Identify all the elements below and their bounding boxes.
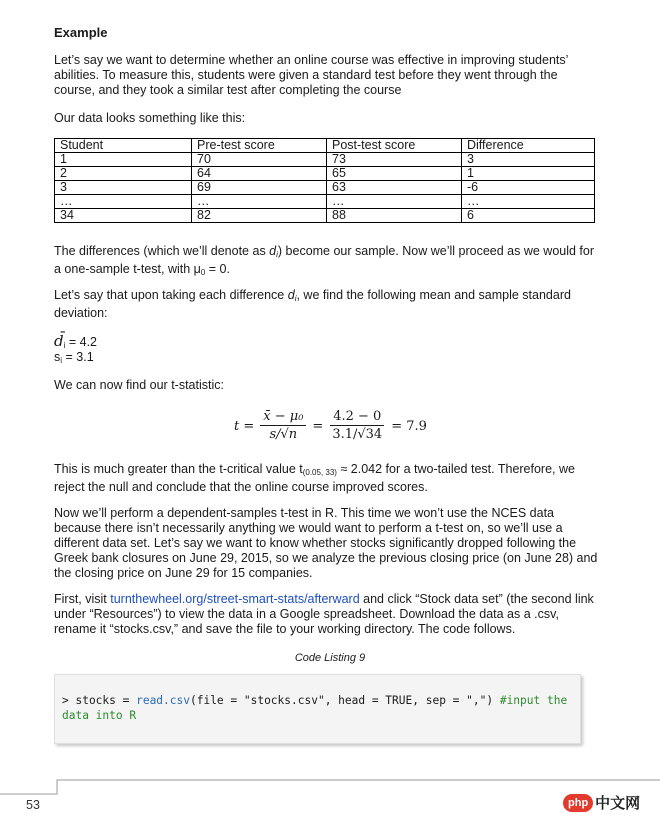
table-cell: … [327,195,462,209]
diff-text-c: = 0. [205,262,230,276]
table-cell: 70 [192,153,327,167]
table-cell: 1 [55,153,192,167]
mean-paragraph [54,288,599,321]
tstat-lead-text: We can now find our t-statistic: [54,378,224,392]
result-paragraph [54,462,599,495]
intro-paragraph: Let’s say we want to determine whether an online course was effective in improving students’ abilities. To measure this, students were given a standard test before they went through the course, and they took a similar test after completing the course [54,53,568,97]
table-cell: 88 [327,209,462,223]
site-watermark [563,793,640,813]
code-prompt: > stocks = [62,694,137,707]
table-cell: 82 [192,209,327,223]
mean-d: d [287,288,295,302]
code-line [62,693,572,723]
fraction-symbolic-num: x̄ − μ₀ [260,408,306,426]
code-block [54,674,581,744]
mean-text-a: Let’s say that upon taking each difference [54,288,288,302]
table-header-cell: Pre-test score [192,139,327,153]
visit-text-a: First, visit [54,592,111,606]
table-header-row [55,139,595,153]
sd-value: = 3.1 [62,350,94,364]
mean-symbol-sub: i [63,341,66,350]
mu-sub-0: 0 [200,268,206,277]
fraction-symbolic-den: s/√n [269,427,298,442]
table-row [55,167,595,181]
formula-eq: = [312,418,324,434]
formula-lhs: t = [234,418,255,434]
visit-paragraph [54,592,599,637]
data-table [54,138,595,223]
sd-stat [54,350,599,368]
table-header-cell: Post-test score [327,139,462,153]
fraction-numeric [329,408,385,444]
code-comment: #input the data into R [62,694,574,722]
diff-text-a: The differences (which we’ll denote as [54,244,270,258]
table-cell: 64 [192,167,327,181]
table-cell: -6 [462,181,595,195]
table-row [55,153,595,167]
table-header-cell: Student [55,139,192,153]
differences-paragraph [54,244,599,280]
mean-sub-i: i [294,294,297,303]
fraction-symbolic [260,408,306,444]
diff-text-b: ) become our sample. Now we’ll proceed as we would for a one-sample t-test, with μ [54,244,595,276]
code-listing-caption: Code Listing 9 [294,652,366,664]
formula-result: = 7.9 [391,418,427,434]
fraction-numeric-den: 3.1/√34 [332,427,383,442]
mean-text-b: , we find the following mean and sample standard deviation: [54,288,571,320]
mean-symbol: d̄ [54,332,64,350]
table-cell: … [462,195,595,209]
section-heading: Example [54,25,108,40]
table-cell: 34 [55,209,192,223]
table-row [55,181,595,195]
page-number: 53 [26,798,40,812]
data-lead-text: Our data looks something like this: [54,111,246,125]
table-cell: 2 [55,167,192,181]
sd-symbol-sub: i [60,356,63,365]
visit-text-b: and click “Stock data set” (the second link under “Resources”) to view the data in a Google spreadsheet. Download the data as a .csv, rename it “stocks.csv,” and save the file to your working directory. The code follows. [54,592,594,636]
sd-symbol: s [54,350,61,364]
watermark-badge: php [563,794,593,812]
fraction-numeric-num: 4.2 − 0 [330,408,384,426]
diff-d: d [269,244,277,258]
diff-sub-i: i [276,250,278,259]
r-intro-paragraph: Now we’ll perform a dependent-samples t-test in R. This time we won’t use the NCES data because there isn’t necessarily anything we would want to perform a t-test on, so we’ll use a different data set. Let’s say we want to know whether stocks significantly dropped following the Greek bank closures on June 29, 2015, so we analyze the previous closing price (on June 28) and the closing price on June 29 for 15 companies. [54,506,598,580]
footer-rule [0,778,660,779]
table-cell: … [55,195,192,209]
resource-link[interactable]: turnthewheel.org/street-smart-stats/afterward [110,592,360,606]
table-cell: 3 [462,153,595,167]
table-cell: 65 [327,167,462,181]
result-text-b: ≈ 2.042 for a two-tailed test. Therefore, we reject the null and conclude that the online course improved scores. [54,462,575,494]
watermark-text: 中文网 [595,793,641,812]
table-row [55,195,595,209]
table-cell: 3 [55,181,192,195]
table-row [55,209,595,223]
code-function: read.csv [136,694,190,707]
t-formula [234,404,427,448]
mean-value: = 4.2 [65,335,98,349]
table-header-cell: Difference [462,139,595,153]
code-args: (file = "stocks.csv", head = TRUE, sep = ",") [189,694,500,707]
table-cell: 73 [327,153,462,167]
table-cell: … [192,195,327,209]
table-cell: 6 [462,209,595,223]
table-cell: 63 [327,181,462,195]
table-cell: 1 [462,167,595,181]
result-text-a: This is much greater than the t-critical value t [54,462,303,476]
table-cell: 69 [192,181,327,195]
t-crit-sub: (0.05, 33) [302,468,337,477]
